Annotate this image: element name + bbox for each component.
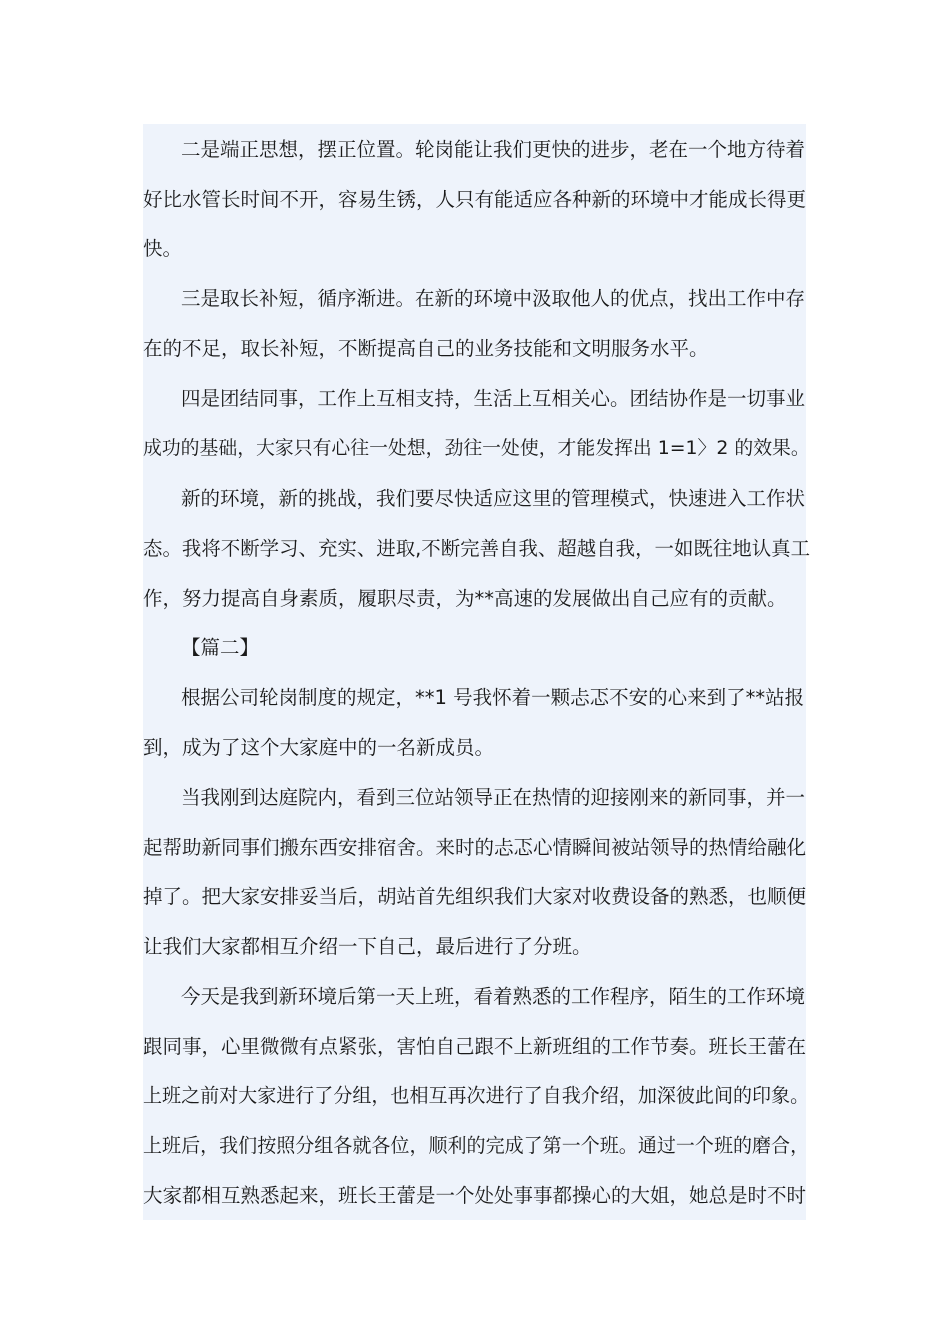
paragraph-line: 态。我将不断学习、充实、进取,不断完善自我、超越自我，一如既往地认真工 [143, 537, 811, 560]
paragraph-line: 二是端正思想，摆正位置。轮岗能让我们更快的进步，老在一个地方待着 [181, 138, 806, 161]
paragraph-line: 好比水管长时间不开，容易生锈，人只有能适应各种新的环境中才能成长得更 [143, 188, 807, 211]
section-heading: 【篇二】 [181, 636, 260, 659]
document-text-block [143, 124, 811, 1220]
paragraph-line: 上班之前对大家进行了分组，也相互再次进行了自我介绍，加深彼此间的印象。 [143, 1085, 810, 1107]
paragraph-line: 到，成为了这个大家庭中的一名新成员。 [143, 736, 495, 759]
paragraph-line: 成功的基础，大家只有心往一处想，劲往一处使，才能发挥出 1=1〉2 的效果。 [143, 438, 810, 459]
paragraph-line: 当我刚到达庭院内，看到三位站领导正在热情的迎接刚来的新同事，并一 [181, 786, 806, 809]
paragraph-line: 上班后，我们按照分组各就各位，顺利的完成了第一个班。通过一个班的磨合， [143, 1135, 810, 1157]
paragraph-line: 作，努力提高自身素质，履职尽责，为**高速的发展做出自己应有的贡献。 [143, 587, 787, 610]
paragraph-line: 今天是我到新环境后第一天上班，看着熟悉的工作程序，陌生的工作环境 [181, 985, 806, 1008]
paragraph-line: 根据公司轮岗制度的规定，**1 号我怀着一颗忐忑不安的心来到了**站报 [181, 686, 805, 709]
paragraph-line: 快。 [143, 237, 183, 260]
paragraph-line: 四是团结同事，工作上互相支持，生活上互相关心。团结协作是一切事业 [181, 387, 806, 410]
paragraph-line: 三是取长补短，循序渐进。在新的环境中汲取他人的优点，找出工作中存 [181, 287, 806, 310]
paragraph-line: 让我们大家都相互介绍一下自己，最后进行了分班。 [143, 935, 592, 958]
paragraph-line: 跟同事，心里微微有点紧张，害怕自己跟不上新班组的工作节奏。班长王蕾在 [143, 1035, 807, 1058]
paragraph-line: 起帮助新同事们搬东西安排宿舍。来时的忐忑心情瞬间被站领导的热情给融化 [143, 836, 807, 859]
paragraph-line: 掉了。把大家安排妥当后，胡站首先组织我们大家对收费设备的熟悉，也顺便 [143, 885, 807, 908]
paragraph-line: 大家都相互熟悉起来，班长王蕾是一个处处事事都操心的大姐，她总是时不时 [143, 1184, 807, 1207]
paragraph-line: 在的不足，取长补短，不断提高自己的业务技能和文明服务水平。 [143, 337, 709, 360]
paragraph-line: 新的环境，新的挑战，我们要尽快适应这里的管理模式，快速进入工作状 [181, 487, 806, 510]
